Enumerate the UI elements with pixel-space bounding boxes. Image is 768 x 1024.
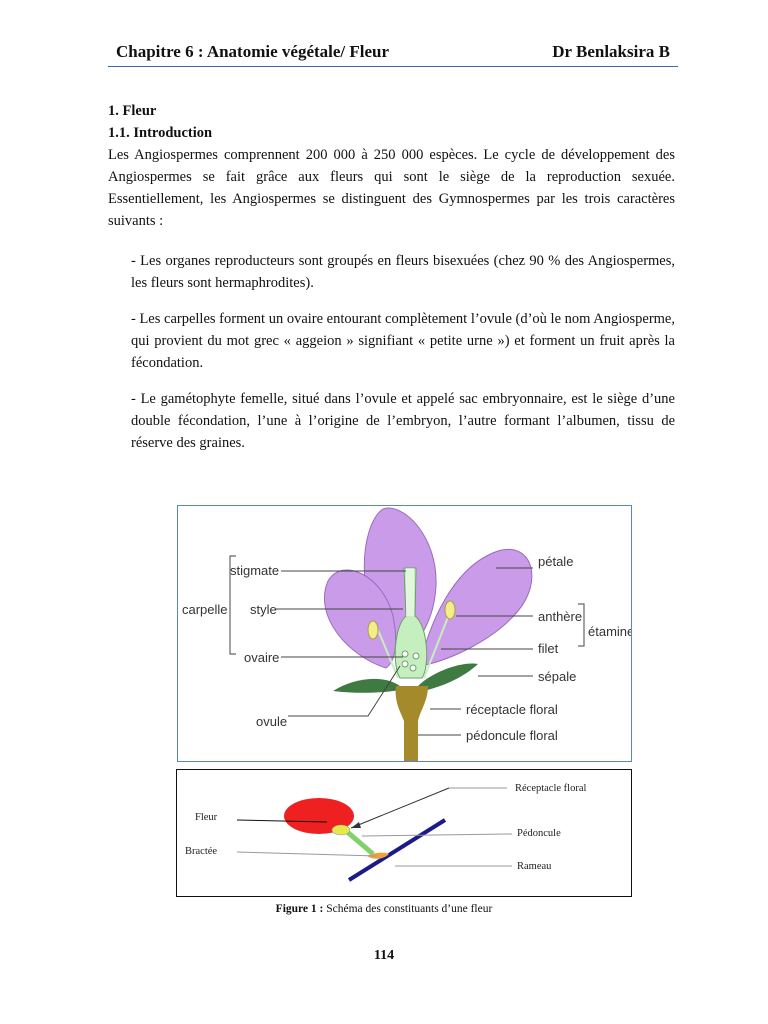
caption-text: Schéma des constituants d’une fleur bbox=[323, 903, 493, 915]
chapter-title: Chapitre 6 : Anatomie végétale/ Fleur bbox=[116, 42, 390, 61]
page-header bbox=[108, 40, 678, 67]
pedoncule-line bbox=[345, 830, 373, 854]
rameau-line bbox=[349, 820, 445, 880]
flower-anatomy-figure bbox=[177, 505, 632, 762]
label-receptacle: réceptacle floral bbox=[466, 702, 558, 717]
label-filet: filet bbox=[538, 641, 559, 656]
label-bractee: Bractée bbox=[185, 846, 218, 857]
label-pedoncule: pédoncule floral bbox=[466, 728, 558, 743]
page-number: 114 bbox=[373, 948, 395, 963]
caption-label: Figure 1 : bbox=[275, 903, 324, 915]
receptacle-ellipse bbox=[332, 825, 350, 835]
label-style: style bbox=[250, 602, 277, 617]
section-heading: 1. Fleur bbox=[108, 103, 157, 119]
label-carpelle: carpelle bbox=[182, 602, 228, 617]
label-fleur: Fleur bbox=[195, 812, 218, 823]
label-sepale: sépale bbox=[538, 669, 577, 684]
label-anthere: anthère bbox=[538, 609, 583, 624]
author-name: Dr Benlaksira B bbox=[552, 42, 670, 61]
bullet-1: - Les organes reproducteurs sont groupés en fleurs bisexuées (chez 90 % des Angiospermes, les fleurs sont hermaphrodites). bbox=[131, 253, 675, 291]
label-ovule: ovule bbox=[256, 714, 288, 729]
label-receptacle-floral: Réceptacle floral bbox=[515, 783, 587, 794]
bullet-3: - Le gamétophyte femelle, situé dans l’ovule et appelé sac embryonnaire, est le siège d’une double fécondation, l’une à l’origine de l’embryon, l’autre formant l’albumen, tissu de réserve des graines. bbox=[131, 391, 675, 451]
subsection-heading: 1.1. Introduction bbox=[108, 125, 213, 141]
main-content bbox=[108, 100, 675, 454]
bullet-2: - Les carpelles forment un ovaire entourant complètement l’ovule (d’où le nom Angiosperme, qui provient du mot grec « aggeion » signifiant « petite urne ») et forment un fruit après la fécondation. bbox=[131, 311, 675, 371]
label-pedoncule: Pédoncule bbox=[517, 828, 561, 839]
figure-caption bbox=[0, 903, 768, 915]
label-rameau: Rameau bbox=[517, 861, 552, 872]
flower-schema-figure bbox=[176, 769, 632, 897]
intro-paragraph: Les Angiospermes comprennent 200 000 à 250 000 espèces. Le cycle de développement des Angiospermes se fait grâce aux fleurs qui sont le siège de la reproduction sexuée. Essentiellement, les Angiospermes se distinguent des Gymnospermes par les trois caractères suivants : bbox=[108, 147, 675, 229]
anther-left bbox=[368, 621, 378, 639]
anther-right bbox=[445, 601, 455, 619]
stem bbox=[396, 686, 428, 761]
label-ovaire: ovaire bbox=[244, 650, 280, 665]
label-petale: pétale bbox=[538, 554, 574, 569]
label-stigmate: stigmate bbox=[230, 563, 280, 578]
label-etamine: étamine bbox=[588, 624, 631, 639]
